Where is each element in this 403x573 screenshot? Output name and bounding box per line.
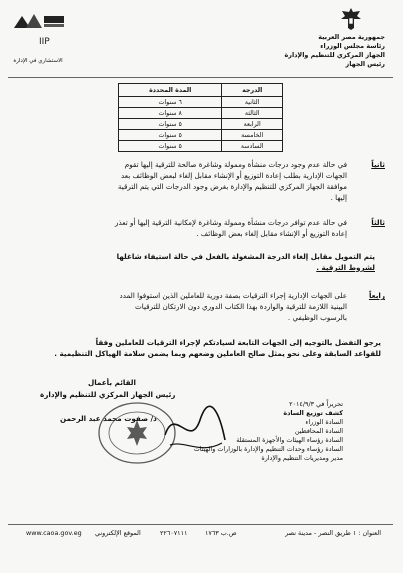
emphasis-line: يتم التمويل مقابل إلغاء الدرجة المشغولة بالفعل في حالة استيفاء شاغلها <box>116 252 375 261</box>
grade-cell: الرابعة <box>222 119 283 130</box>
agency-logo <box>8 10 68 70</box>
grade-cell: الخامسة <box>222 130 283 141</box>
footer-divider <box>8 524 393 525</box>
paragraph-4-line: على الجهات الإدارية إجراء الترقيات بصفة دورية للعاملين الذين استوفوا المدد <box>119 291 347 300</box>
emphasis-line: لشروط الترقية . <box>316 263 375 272</box>
paragraph-4-line: بالرسوب الوظيفي . <box>287 313 347 322</box>
distribution-item: السادة رؤساء وحدات التنظيم والإدارة بالوزارات والهيئات <box>193 445 343 453</box>
logo-caption: الاستشاري في الإدارة <box>13 58 63 64</box>
header-agency: الجهاز المركزي للتنظيم والإدارة <box>284 51 385 59</box>
header-republic: جمهورية مصر العربية <box>318 33 385 41</box>
grade-cell: الثالثة <box>222 108 283 119</box>
paragraph-2-line: الجهات الإدارية بطلب إعادة التوزيع أو الإنشاء مقابل إلغاء لبعض الوظائف بعد <box>121 171 347 180</box>
paragraph-2-line: إليها . <box>330 193 347 202</box>
distribution-item: السادة الوزراء <box>305 418 343 426</box>
distribution-item: السادة رؤساء الهيئات والأجهزة المستقلة <box>236 436 343 444</box>
header-cabinet: رئاسة مجلس الوزراء <box>320 42 385 50</box>
footer-site-label: الموقع الإلكتروني <box>95 529 141 537</box>
distribution-item: مدير ومديريات التنظيم والإدارة <box>261 454 343 462</box>
closing-title: رئيس الجهاز المركزي للتنظيم والإدارة <box>40 390 176 399</box>
footer-address: العنوان : ١ طريق النصر - مدينة نصر <box>285 529 381 537</box>
issue-date: تحريراً في ٢٠١٤/٩/٣ <box>289 400 343 408</box>
paragraph-3-line: إعادة التوزيع أو الإنشاء مقابل إلغاء بعض الوظائف . <box>196 229 347 238</box>
svg-text:IIP: IIP <box>39 37 50 47</box>
paragraph-3-line: في حالة عدم توافر درجات منشأة وممولة وشاغرة لإمكانية الترقية إليها أو تعذر <box>115 218 347 227</box>
table-row <box>119 141 283 152</box>
period-cell: ٥ سنوات <box>119 141 222 152</box>
period-cell: ٥ سنوات <box>119 130 222 141</box>
grade-cell: الثانية <box>222 97 283 108</box>
column-header-grade: الدرجة <box>222 84 283 97</box>
header-divider <box>8 77 393 78</box>
period-cell: ٦ سنوات <box>119 97 222 108</box>
closing-greeting: القائم بأعمال <box>88 378 136 387</box>
footer-phone: ٢٢٦٠٧١١١ <box>160 529 188 537</box>
header-head: رئيس الجهاز <box>345 60 385 68</box>
column-header-period: المدة المحددة <box>119 84 222 97</box>
table-row <box>119 108 283 119</box>
paragraph-2-line: في حالة عدم وجود درجات منشأة وممولة وشاغرة صالحة للترقية إليها تقوم <box>124 160 347 169</box>
table-row <box>119 119 283 130</box>
table-row <box>119 130 283 141</box>
paragraph-2-label: ثانياً <box>371 160 385 169</box>
footer-pobox: ص.ب ١٧٦٣ <box>205 529 237 537</box>
grade-cell: السادسة <box>222 141 283 152</box>
period-cell: ٥ سنوات <box>119 119 222 130</box>
paragraph-4-label: رابعاً <box>368 291 385 300</box>
grade-period-table <box>118 83 283 152</box>
request-line: للقواعد السابقة وعلى نحو يمثل صالح العاملين وضعهم وبما يضمن سلامة الهياكل التنظيمية . <box>54 349 381 358</box>
distribution-heading: كشف توزيع السادة <box>283 409 343 417</box>
paragraph-2-line: موافقة الجهاز المركزي للتنظيم والإدارة بغرض وجود الدرجات التي يتم الترقية <box>117 182 347 191</box>
paragraph-3-label: ثالثاً <box>371 218 385 227</box>
signatory-name: د/ صفوت محمد عبد الرحمن <box>60 414 157 423</box>
distribution-item: السادة المحافظين <box>294 427 343 435</box>
footer-website-link[interactable]: www.caoa.gov.eg <box>26 529 82 537</box>
period-cell: ٨ سنوات <box>119 108 222 119</box>
table-row <box>119 97 283 108</box>
paragraph-4-line: البينية اللازمة للترقية والواردة بهذا الكتاب الدوري دون الارتكان للترقيات <box>134 302 347 311</box>
eagle-emblem-icon <box>338 6 364 32</box>
request-line: يرجو التفضل بالتوجيه إلى الجهات التابعة لسيادتكم لإجراء الترقيات للعاملين وفقاً <box>95 338 381 347</box>
